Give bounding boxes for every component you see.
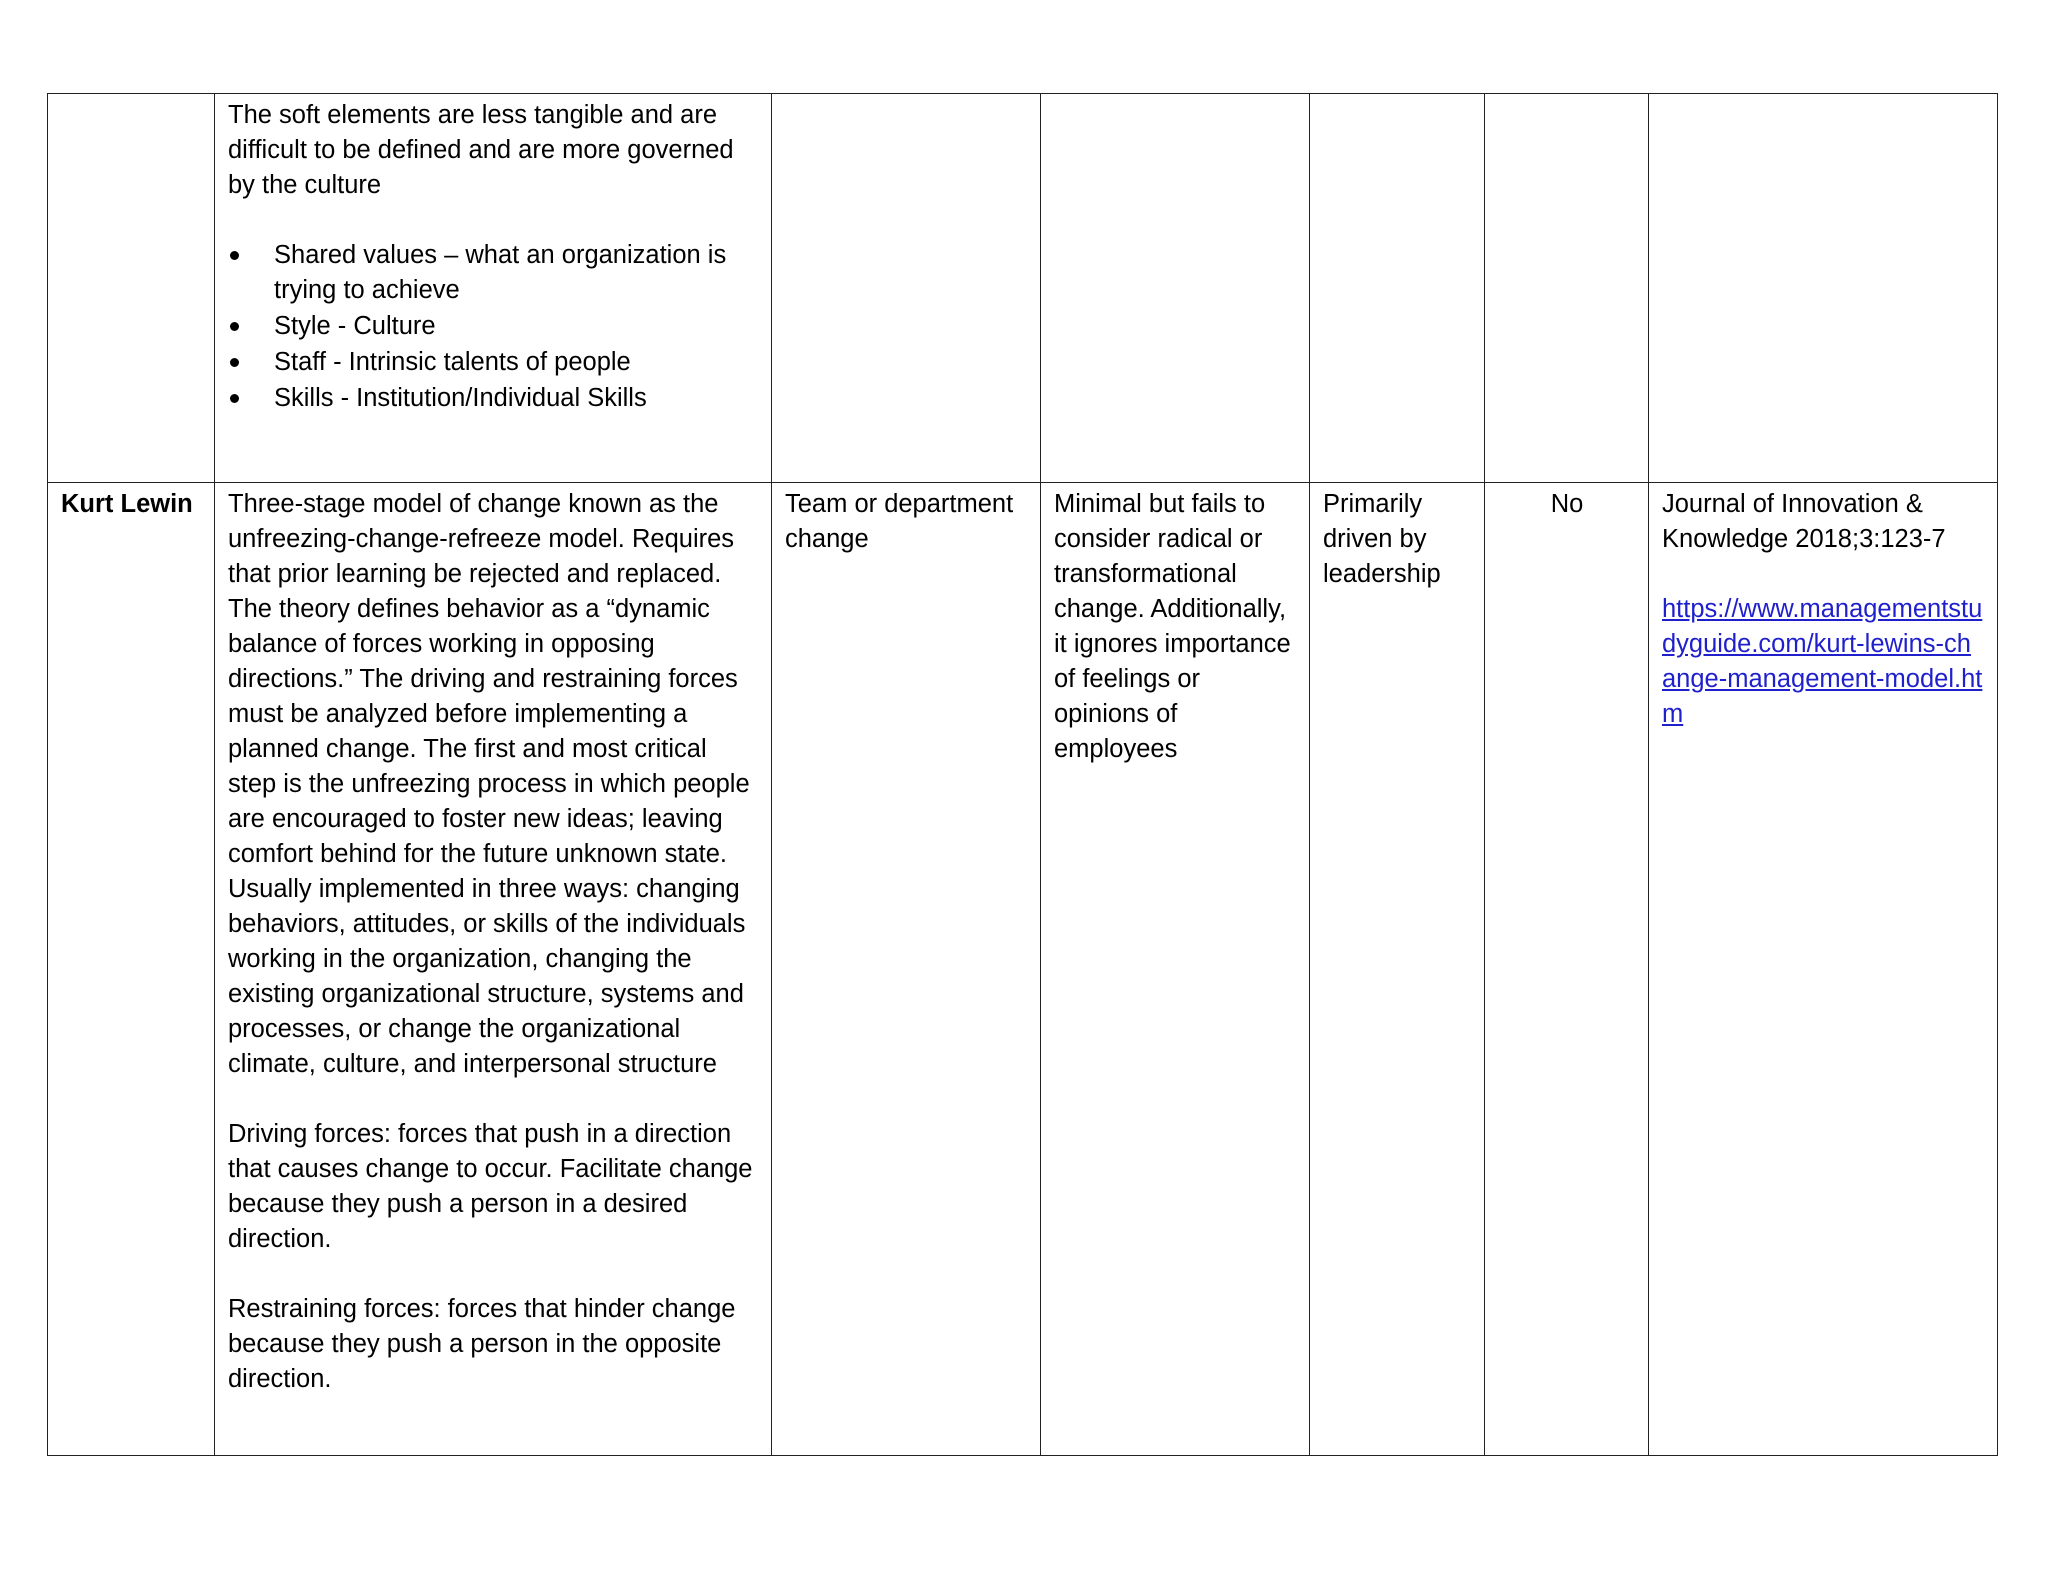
description-paragraph: Three-stage model of change known as the unfreezing-change-refreeze model. Requires that prior learning be rejected and replaced. The theory defines behavior as a “dynamic balance of forces working in opposing directions.” The driving and restraining forces must be analyzed before implementing a planned change. The first and most critical step is the unfreezing process in which people are encouraged to foster new ideas; leaving comfort behind for the future unknown state. Usually implemented in three ways: changing behaviors, attitudes, or skills of the individuals working in the organization, changing the existing organizational structure, systems and processes, or change the organizational climate, culture, and interpersonal structure <box>228 490 750 1078</box>
flag-text: No <box>1550 490 1584 518</box>
theory-name: Kurt Lewin <box>61 490 193 518</box>
leadership-text: Primarily driven by leadership <box>1323 490 1441 588</box>
paragraph-gap <box>1662 557 1985 592</box>
bullet-icon <box>230 251 239 260</box>
bullet-text: Skills - Institution/Individual Skills <box>274 384 647 412</box>
bullet-icon <box>230 394 239 403</box>
paragraph-gap <box>228 203 759 238</box>
scope-cell <box>772 94 1041 483</box>
table-row <box>48 94 1998 483</box>
reference-link[interactable]: https://www.managementstudyguide.com/kurt-lewins-change-management-model.htm <box>1662 595 1983 728</box>
table-row <box>48 483 1998 1456</box>
reference-cell <box>1649 94 1998 483</box>
driving-forces-paragraph: Driving forces: forces that push in a direction that causes change to occur. Facilitate change because they push a person in a desired direction. <box>228 1120 753 1253</box>
list-item <box>228 309 759 344</box>
list-item <box>228 345 759 380</box>
bullet-list <box>228 238 759 416</box>
leadership-cell <box>1310 94 1485 483</box>
theory-cell <box>48 483 215 1456</box>
theory-cell <box>48 94 215 483</box>
description-intro: The soft elements are less tangible and are difficult to be defined and are more governed by the culture <box>228 101 734 199</box>
reference-citation: Journal of Innovation & Knowledge 2018;3:123-7 <box>1662 490 1946 553</box>
scope-text: Team or department change <box>785 490 1014 553</box>
limitations-text: Minimal but fails to consider radical or transformational change. Additionally, it ignores importance of feelings or opinions of employees <box>1054 490 1291 763</box>
bullet-text: Shared values – what an organization is trying to achieve <box>274 241 727 304</box>
reference-cell <box>1649 483 1998 1456</box>
limitations-cell <box>1041 94 1310 483</box>
paragraph-gap <box>228 1082 759 1117</box>
leadership-cell <box>1310 483 1485 1456</box>
paragraph-gap <box>228 1257 759 1292</box>
list-item <box>228 238 759 308</box>
scope-cell <box>772 483 1041 1456</box>
flag-cell <box>1485 483 1649 1456</box>
description-cell <box>215 94 772 483</box>
bullet-icon <box>230 322 239 331</box>
list-item <box>228 381 759 416</box>
bullet-text: Staff - Intrinsic talents of people <box>274 348 631 376</box>
description-cell <box>215 483 772 1456</box>
restraining-forces-paragraph: Restraining forces: forces that hinder change because they push a person in the opposite direction. <box>228 1295 736 1393</box>
flag-cell <box>1485 94 1649 483</box>
limitations-cell <box>1041 483 1310 1456</box>
bullet-icon <box>230 358 239 367</box>
bullet-text: Style - Culture <box>274 312 436 340</box>
change-models-table <box>47 93 1998 1456</box>
